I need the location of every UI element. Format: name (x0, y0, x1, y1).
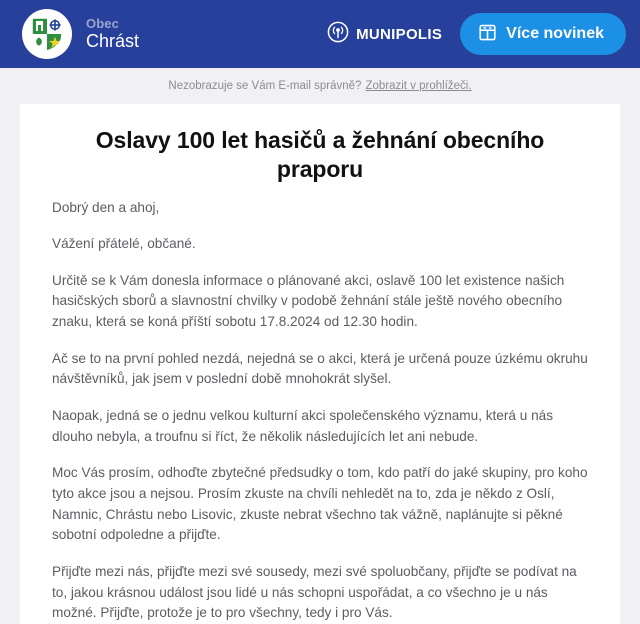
article-body (52, 198, 588, 624)
more-news-label: Více novinek (506, 25, 604, 43)
view-in-browser-link[interactable]: Zobrazit v prohlížeči. (365, 80, 471, 92)
organization-type-label: Obec (86, 17, 139, 31)
email-header (0, 0, 640, 68)
notice-text: Nezobrazuje se Vám E-mail správně? (168, 80, 361, 92)
article-title: Oslavy 100 let hasičů a žehnání obecního praporu (52, 126, 588, 184)
more-news-button[interactable] (460, 13, 626, 55)
article-paragraph: Vážení přátelé, občané. (52, 234, 588, 255)
view-in-browser-notice (0, 68, 640, 104)
email-content-card (20, 104, 620, 624)
broadcast-signal-icon (327, 21, 349, 48)
article-paragraph: Dobrý den a ahoj, (52, 198, 588, 219)
organization-name-label: Chrást (86, 32, 139, 51)
munipolis-label: MUNIPOLIS (356, 26, 442, 43)
article-paragraph: Moc Vás prosím, odhoďte zbytečné předsudky o tom, kdo patří do jaké skupiny, pro koho tyto akce jsou a nejsou. Prosím zkuste na chvíli nehledět na to, zda je někdo z Oslí, Namnic, Chrástu nebo Lisovic, zkuste nebrat všechno tak vážně, naplánujte si pěkné sobotní odpoledne a přijďte. (52, 463, 588, 546)
header-right-group (327, 13, 626, 55)
newspaper-icon (478, 23, 497, 45)
article-paragraph: Ač se to na první pohled nezdá, nejedná se o akci, která je určená pouze úzkému okruhu návštěvníků, jak jsem v poslední době mnohokrát slyšel. (52, 349, 588, 390)
municipal-coat-of-arms-shield-icon (22, 9, 72, 59)
brand-text (86, 17, 139, 52)
munipolis-logo (327, 21, 442, 48)
article-paragraph: Přijďte mezi nás, přijďte mezi své sousedy, mezi své spoluobčany, přijďte se podívat na to, jakou krásnou událost jsou lidé u nás schopni uspořádat, a co všechno je u nás možné. Přijďte, protože je to pro všechny, tedy i pro Vás. (52, 562, 588, 624)
article-paragraph: Naopak, jedná se o jednu velkou kulturní akci společenského významu, která u nás dlouho nebyla, a troufnu si říct, že několik následujících let ani nebude. (52, 406, 588, 447)
brand-block (22, 9, 139, 59)
article-paragraph: Určitě se k Vám donesla informace o plánované akci, oslavě 100 let existence našich hasičských sborů a slavnostní chvilky v podobě žehnání stále ještě nového obecního znaku, která se koná příští sobotu 17.8.2024 od 12.30 hodin. (52, 271, 588, 333)
